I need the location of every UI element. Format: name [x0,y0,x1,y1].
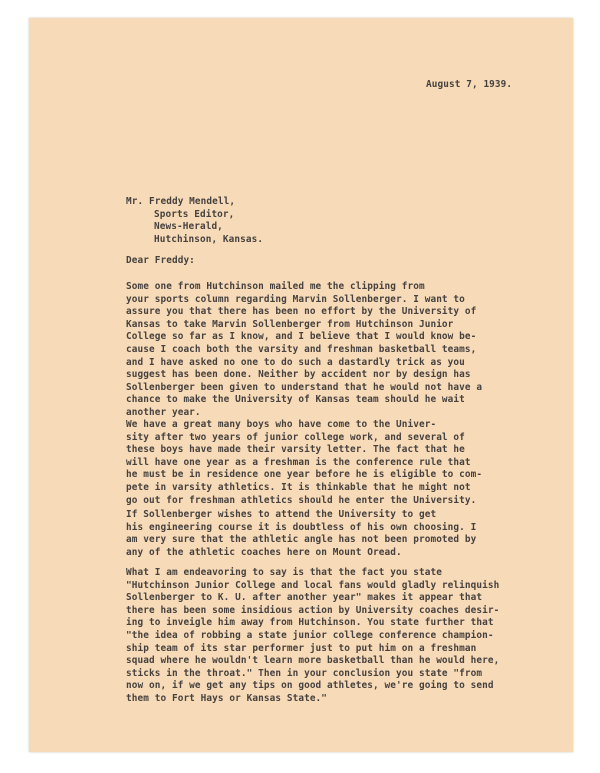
text-line: his engineering course it is doubtless of his own choosing. I [126,521,477,533]
text-line: Kansas to take Marvin Sollenberger from Hutchinson Junior [126,318,454,330]
text-line: any of the athletic coaches here on Mount Oread. [126,546,402,558]
text-line: will have one year as a freshman is the conference rule that [126,456,471,468]
address-line: Hutchinson, Kansas. [154,233,264,245]
text-line: "Hutchinson Junior College and local fans would gladly relinquish [126,579,500,591]
letter-date: August 7, 1939. [426,79,513,90]
text-line: them to Fort Hays or Kansas State." [126,692,328,704]
text-line: go out for freshman athletics should he enter the University. [126,494,477,506]
text-line: suggest has been done. Neither by accident nor by design has [126,369,471,381]
text-line: We have a great many boys who have come to the Univer- [126,419,437,430]
text-line: now on, if we get any tips on good athletes, we're going to send [126,680,494,692]
text-line: Sollenberger been given to understand that he would not have a [126,381,483,393]
text-line: pete in varsity athletics. It is thinkable that he might not [126,481,471,493]
text-line: he must be in residence one year before he is eligible to com- [126,469,483,481]
body-paragraph-2 [126,419,482,507]
body-paragraph-4 [126,567,499,706]
text-line: Sollenberger to K. U. after another year" makes it appear that [126,592,483,604]
text-line: What I am endeavoring to say is that the fact you state [126,567,442,578]
text-line: ship team of its star performer just to put him on a freshman [126,642,477,654]
text-line: If Sollenberger wishes to attend the University to get [126,509,437,520]
text-line: sticks in the throat." Then in your conclusion you state "from [126,667,483,679]
address-line: Sports Editor, [154,208,235,220]
address-line: Mr. Freddy Mendell, [126,196,236,207]
text-line: am very sure that the athletic angle has not been promoted by [126,534,477,546]
recipient-address [126,196,263,246]
text-line: squad where he wouldn't learn more basketball than he would here, [126,655,500,667]
letter-page [29,18,573,752]
text-line: Some one from Hutchinson mailed me the clipping from [126,281,425,292]
text-line: "the idea of robbing a state junior college conference champion- [126,629,494,641]
text-line: there has been some insidious action by University coaches desir- [126,604,500,616]
text-line: ing to inveigle him away from Hutchinson. You state further that [126,617,494,629]
text-line: College so far as I know, and I believe that I would know be- [126,331,477,343]
text-line: your sports column regarding Marvin Sollenberger. I want to [126,293,465,305]
body-paragraph-1 [126,281,482,420]
text-line: another year. [126,406,201,418]
address-line: News-Herald, [154,221,223,233]
salutation: Dear Freddy: [126,255,195,266]
text-line: these boys have made their varsity letter. The fact that he [126,444,465,456]
text-line: cause I coach both the varsity and freshman basketball teams, [126,343,477,355]
text-line: assure you that there has been no effort by the University of [126,306,477,318]
text-line: sity after two years of junior college work, and several of [126,431,465,443]
text-line: and I have asked no one to do such a dastardly trick as you [126,356,465,368]
text-line: chance to make the University of Kansas team should he wait [126,394,465,406]
body-paragraph-3 [126,509,476,559]
